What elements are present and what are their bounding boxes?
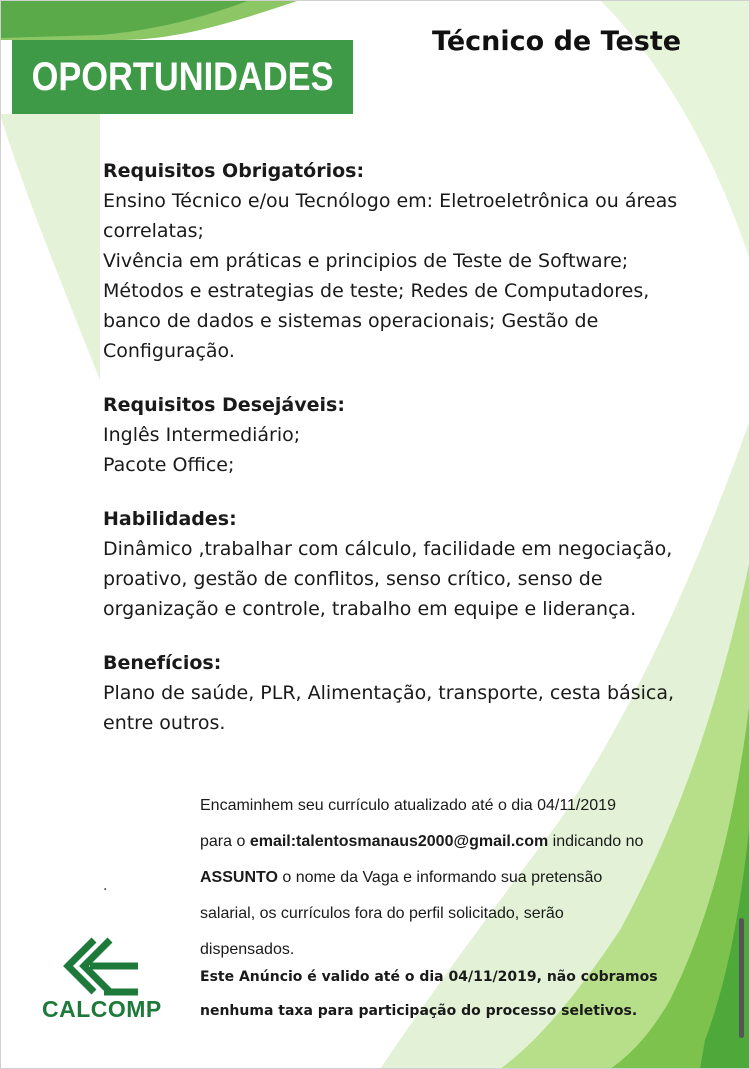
- section-line: Configuração.: [103, 340, 235, 362]
- note-line: Este Anúncio é valido até o dia 04/11/2019, não cobramos: [200, 969, 658, 985]
- note-line: nenhuma taxa para participação do processo seletivos.: [200, 1003, 638, 1019]
- banner-label: OPORTUNIDADES: [31, 54, 334, 99]
- section-line: organização e controle, trabalho em equipe e liderança.: [103, 598, 637, 620]
- calcomp-wordmark: CALCOMP: [42, 996, 162, 1022]
- section-line: Dinâmico ,trabalhar com cálculo, facilidade em negociação,: [103, 538, 673, 560]
- stray-mark: .: [103, 878, 108, 894]
- apply-line: salarial, os currículos fora do perfil solicitado, serão: [200, 905, 564, 922]
- section-line: proativo, gestão de conflitos, senso crítico, senso de: [103, 568, 603, 590]
- section-line: Plano de saúde, PLR, Alimentação, transporte, cesta básica,: [103, 682, 675, 704]
- section-line: Pacote Office;: [103, 454, 235, 476]
- job-title: Técnico de Teste: [432, 26, 682, 57]
- apply-text: indicando no: [548, 833, 644, 850]
- apply-text: o nome da Vaga e informando sua pretensão: [277, 869, 603, 886]
- apply-text: para o: [200, 833, 250, 850]
- subject-keyword: ASSUNTO: [200, 869, 278, 886]
- section-line: entre outros.: [103, 712, 226, 734]
- section-line: Ensino Técnico e/ou Tecnólogo em: Eletroeletrônica ou áreas: [103, 190, 678, 212]
- contact-email: email:talentosmanaus2000@gmail.com: [249, 833, 549, 850]
- section-heading: Requisitos Desejáveis:: [103, 394, 345, 416]
- section-line: Vivência em práticas e principios de Teste de Software;: [103, 250, 629, 272]
- section-heading: Benefícios:: [103, 652, 222, 674]
- section-heading: Habilidades:: [103, 508, 237, 530]
- apply-line: Encaminhem seu currículo atualizado até o dia 04/11/2019: [200, 797, 616, 814]
- section-line: banco de dados e sistemas operacionais; Gestão de: [103, 310, 599, 332]
- apply-line: dispensados.: [200, 941, 295, 958]
- section-line: Métodos e estrategias de teste; Redes de Computadores,: [103, 280, 650, 302]
- section-line: correlatas;: [103, 220, 204, 242]
- section-heading: Requisitos Obrigatórios:: [103, 160, 365, 182]
- section-line: Inglês Intermediário;: [103, 424, 301, 446]
